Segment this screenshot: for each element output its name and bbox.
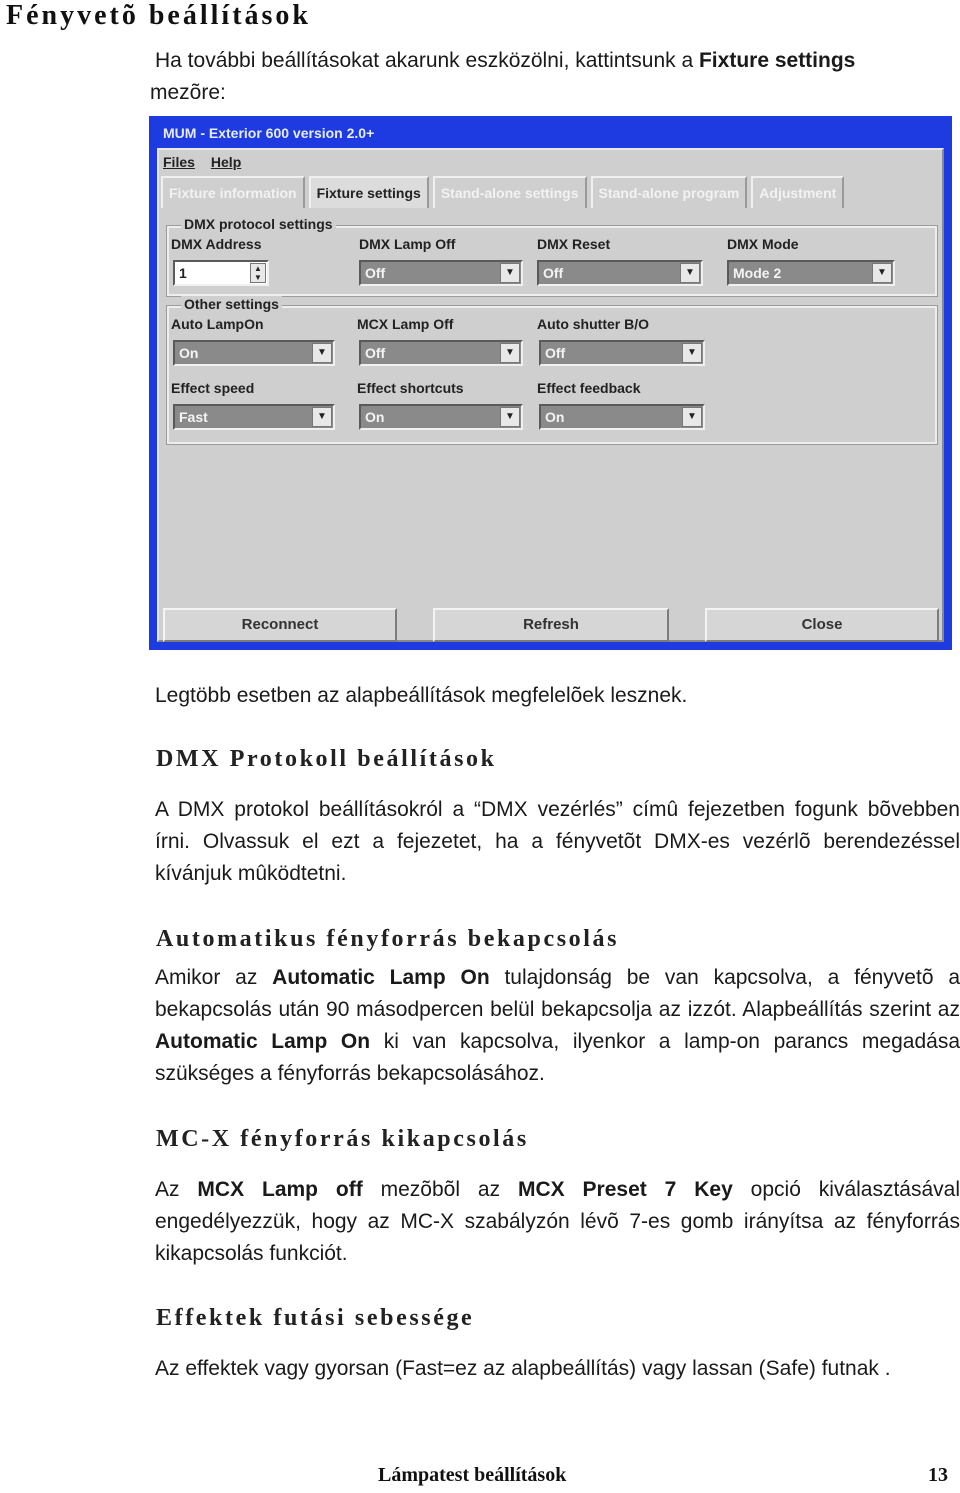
mcx-bold-2: MCX Preset 7 Key xyxy=(517,1178,733,1201)
tab-stand-alone-program[interactable]: Stand-alone program xyxy=(591,176,748,208)
mcx-text xyxy=(155,1174,960,1270)
auto-shutter-value: Off xyxy=(545,345,566,361)
effect-speed-label: Effect speed xyxy=(171,380,255,396)
dmx-mode-value: Mode 2 xyxy=(733,265,782,281)
intro-text-1: Ha további beállításokat akarunk eszközölni, kattintsunk a xyxy=(155,49,699,72)
dropdown-arrow-icon[interactable]: ▼ xyxy=(682,343,702,363)
app-window-screenshot xyxy=(149,116,952,650)
dropdown-arrow-icon[interactable]: ▼ xyxy=(682,407,702,427)
auto-lamp-bold-2: Automatic Lamp On xyxy=(155,1030,371,1053)
dmx-reset-label: DMX Reset xyxy=(537,236,611,252)
dmx-mode-select[interactable] xyxy=(727,260,895,286)
auto-lamp-text-3: ki van kapcsolva, ilyenkor a lamp-on parancs megadása szükséges a fényforrás bekapcsolásához. xyxy=(155,1030,960,1085)
auto-lamp-on-select[interactable] xyxy=(173,340,335,366)
mcx-text-1: Az xyxy=(155,1178,198,1201)
effect-feedback-select[interactable] xyxy=(539,404,705,430)
heading-auto-lamp: Automatikus fényforrás bekapcsolás xyxy=(156,926,620,952)
window-client-area xyxy=(157,148,944,642)
spinner-arrows-icon[interactable]: ▲ ▼ xyxy=(250,263,266,283)
dmx-reset-value: Off xyxy=(543,265,564,281)
auto-lamp-on-value: On xyxy=(179,345,199,361)
heading-effect-speed: Effektek futási sebessége xyxy=(156,1305,475,1331)
effect-feedback-value: On xyxy=(545,409,565,425)
page-title: Fényvetõ beállítások xyxy=(6,0,311,31)
tab-stand-alone-settings[interactable]: Stand-alone settings xyxy=(433,176,587,208)
dmx-lamp-off-label: DMX Lamp Off xyxy=(359,236,456,252)
footer-chapter-title: Lámpatest beállítások xyxy=(378,1464,567,1486)
dropdown-arrow-icon[interactable]: ▼ xyxy=(680,263,700,283)
other-group-legend: Other settings xyxy=(181,296,282,312)
dmx-lamp-off-value: Off xyxy=(365,265,386,281)
other-settings-group xyxy=(167,296,937,444)
effect-shortcuts-value: On xyxy=(365,409,385,425)
dmx-lamp-off-select[interactable] xyxy=(359,260,523,286)
page-number: 13 xyxy=(928,1464,948,1486)
dmx-protocol-group xyxy=(167,216,937,296)
dmx-address-spinner[interactable] xyxy=(173,260,269,286)
mcx-lamp-off-label: MCX Lamp Off xyxy=(357,316,454,332)
auto-shutter-select[interactable] xyxy=(539,340,705,366)
effect-feedback-label: Effect feedback xyxy=(537,380,641,396)
dropdown-arrow-icon[interactable]: ▼ xyxy=(500,343,520,363)
dmx-mode-label: DMX Mode xyxy=(727,236,799,252)
effects-text: Az effektek vagy gyorsan (Fast=ez az alapbeállítás) vagy lassan (Safe) futnak . xyxy=(155,1357,891,1380)
menu-help[interactable]: Help xyxy=(210,154,242,170)
effect-speed-select[interactable] xyxy=(173,404,335,430)
dmx-group-legend: DMX protocol settings xyxy=(181,216,336,232)
dropdown-arrow-icon[interactable]: ▼ xyxy=(500,407,520,427)
heading-mcx-lamp-off: MC-X fényforrás kikapcsolás xyxy=(156,1126,529,1152)
dmx-reset-select[interactable] xyxy=(537,260,703,286)
mcx-lamp-off-select[interactable] xyxy=(359,340,523,366)
intro-bold: Fixture settings xyxy=(698,49,856,72)
refresh-button[interactable]: Refresh xyxy=(433,608,669,642)
after-screenshot-text: Legtöbb esetben az alapbeállítások megfelelõek lesznek. xyxy=(155,684,688,707)
effect-speed-value: Fast xyxy=(179,409,208,425)
dmx-section-text: A DMX protokol beállításokról a “DMX vezérlés” címû fejezetben fogunk bõvebben írni. Olvassuk el ezt a fejezetet, ha a fényvetõt DMX-es vezérlõ berendezéssel kívánjuk mûködtetni. xyxy=(155,798,960,885)
dropdown-arrow-icon[interactable]: ▼ xyxy=(312,343,332,363)
menu-bar xyxy=(163,154,241,174)
auto-lamp-bold-1: Automatic Lamp On xyxy=(272,966,490,989)
close-button[interactable]: Close xyxy=(705,608,939,642)
dmx-address-value: 1 xyxy=(179,265,187,281)
dmx-address-label: DMX Address xyxy=(171,236,262,252)
tab-fixture-information[interactable]: Fixture information xyxy=(161,176,305,208)
mcx-text-3: opció kiválasztásával engedélyezzük, hogy az MC-X szabályzón lévõ 7-es gomb irányítsa az fényforrás kikapcsolás funkciót. xyxy=(155,1178,960,1265)
tab-fixture-settings[interactable]: Fixture settings xyxy=(309,176,429,208)
tab-adjustment[interactable]: Adjustment xyxy=(751,176,844,208)
auto-shutter-label: Auto shutter B/O xyxy=(537,316,649,332)
heading-dmx-protocol: DMX Protokoll beállítások xyxy=(156,746,497,772)
auto-lamp-text xyxy=(155,962,960,1090)
mcx-bold-1: MCX Lamp off xyxy=(197,1178,363,1201)
intro-text-2: mezõre: xyxy=(150,81,226,104)
mcx-text-2: mezõbõl az xyxy=(362,1178,518,1201)
auto-lamp-text-1: Amikor az xyxy=(155,966,273,989)
auto-lamp-on-label: Auto LampOn xyxy=(171,316,264,332)
mcx-lamp-off-value: Off xyxy=(365,345,386,361)
menu-files[interactable]: Files xyxy=(163,154,195,170)
effect-shortcuts-select[interactable] xyxy=(359,404,523,430)
dropdown-arrow-icon[interactable]: ▼ xyxy=(500,263,520,283)
dropdown-arrow-icon[interactable]: ▼ xyxy=(872,263,892,283)
dropdown-arrow-icon[interactable]: ▼ xyxy=(312,407,332,427)
auto-lamp-text-2: tulajdonság be van kapcsolva, a fényvetõ a bekapcsolás után 90 másodpercen belül bekapcsolja az izzót. Alapbeállítás szerint az xyxy=(155,966,960,1021)
effect-shortcuts-label: Effect shortcuts xyxy=(357,380,464,396)
tab-bar xyxy=(161,176,844,208)
window-title: MUM - Exterior 600 version 2.0+ xyxy=(163,125,375,141)
reconnect-button[interactable]: Reconnect xyxy=(163,608,397,642)
intro-paragraph xyxy=(150,45,960,109)
